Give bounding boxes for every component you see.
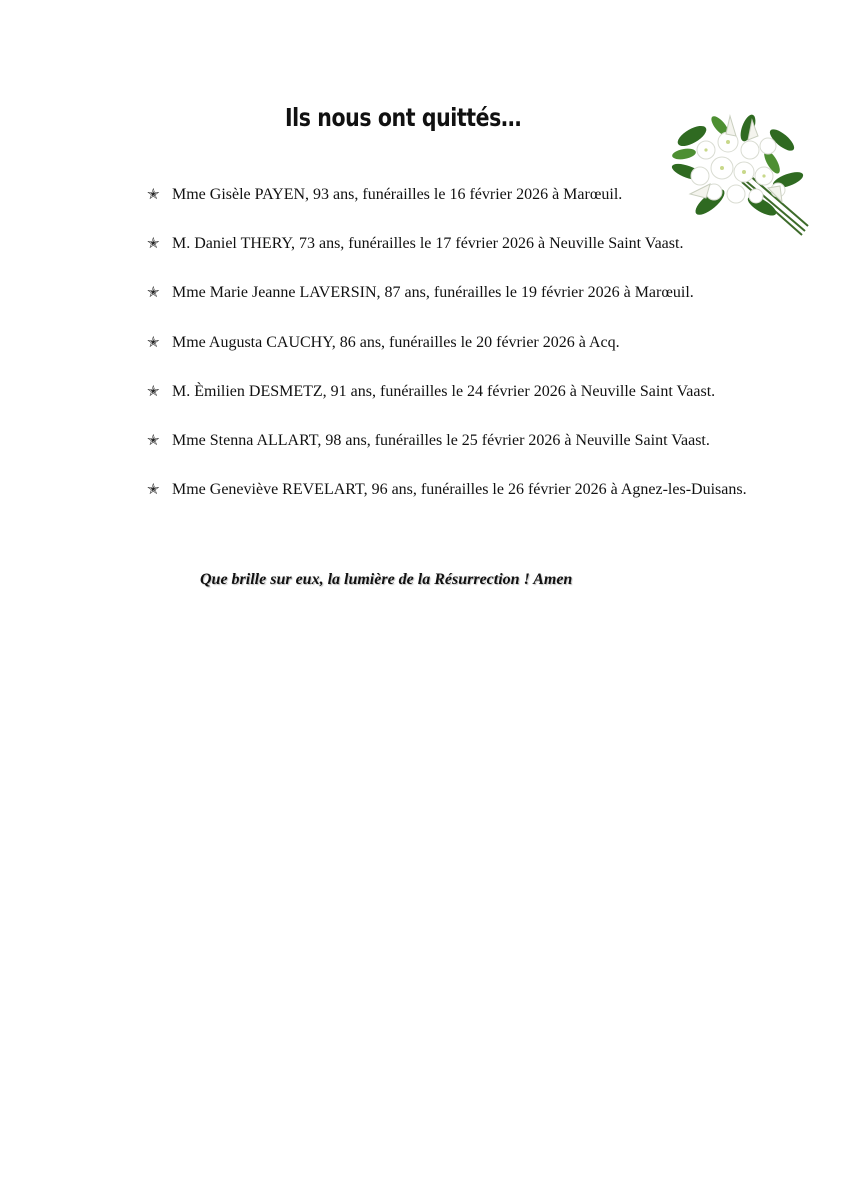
list-item	[147, 430, 747, 479]
obituary-entry-text: Mme Gisèle PAYEN, 93 ans, funérailles le 16 février 2026 à Marœuil.	[172, 186, 623, 203]
obituary-entry-text: Mme Geneviève REVELART, 96 ans, funérailles le 26 février 2026 à Agnez-les-Duisans.	[172, 481, 747, 499]
obituary-entry-text: Mme Stenna ALLART, 98 ans, funérailles le 25 février 2026 à Neuville Saint Vaast.	[172, 431, 710, 449]
list-item	[147, 233, 747, 282]
obituary-list	[147, 184, 747, 528]
list-item	[147, 479, 747, 528]
star-bullet-icon: ✭	[147, 334, 160, 351]
list-item	[147, 282, 747, 331]
star-bullet-icon: ✭	[147, 432, 160, 449]
obituary-entry-text: Mme Marie Jeanne LAVERSIN, 87 ans, funérailles le 19 février 2026 à Marœuil.	[172, 284, 694, 302]
star-bullet-icon: ✭	[147, 482, 160, 499]
obituary-entry-text: Mme Augusta CAUCHY, 86 ans, funérailles le 20 février 2026 à Acq.	[172, 333, 620, 351]
star-bullet-icon: ✭	[147, 285, 160, 302]
star-bullet-icon: ✭	[147, 187, 160, 203]
star-bullet-icon: ✭	[147, 383, 160, 400]
star-bullet-icon: ✭	[147, 236, 160, 253]
list-item	[147, 381, 747, 430]
page-title: Ils nous ont quittés…	[284, 103, 522, 132]
list-item	[147, 332, 747, 381]
list-item	[147, 184, 747, 233]
closing-prayer: Que brille sur eux, la lumière de la Résurrection ! Amen	[200, 571, 573, 588]
obituary-entry-text: M. Daniel THERY, 73 ans, funérailles le 17 février 2026 à Neuville Saint Vaast.	[172, 235, 684, 253]
obituary-entry-text: M. Èmilien DESMETZ, 91 ans, funérailles le 24 février 2026 à Neuville Saint Vaast.	[172, 382, 716, 400]
